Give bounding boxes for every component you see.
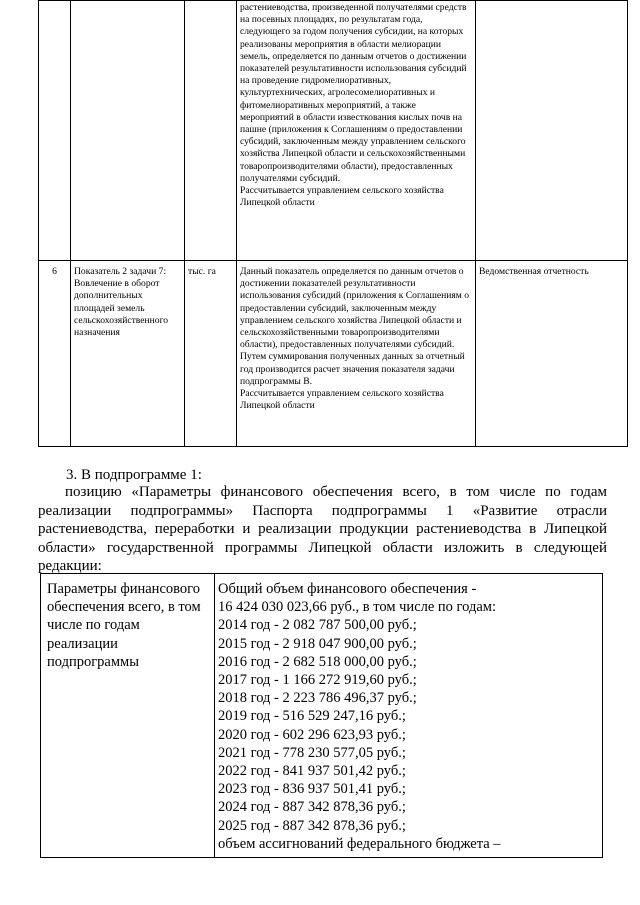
financing-line: объем ассигнований федерального бюджета –	[218, 835, 501, 852]
financing-line: 2017 год - 1 166 272 919,60 руб.;	[218, 672, 417, 689]
financing-line: 2021 год - 778 230 577,05 руб.;	[218, 744, 406, 761]
cell-number	[39, 1, 71, 261]
financing-label: Параметры финансового обеспечения всего, в том числе по годам реализации подпрограммы	[41, 574, 215, 858]
financing-values	[215, 574, 603, 858]
financing-line: 2020 год - 602 296 623,93 руб.;	[218, 726, 406, 743]
cell-indicator-name: Показатель 2 задачи 7: Вовлечение в оборот дополнительных площадей земель сельскохозяйственного назначения	[71, 261, 185, 447]
cell-source	[476, 1, 628, 261]
table-row	[39, 261, 628, 447]
cell-source: Ведомственная отчетность	[476, 261, 628, 447]
financing-line: 2022 год - 841 937 501,42 руб.;	[218, 763, 406, 780]
cell-unit	[185, 1, 237, 261]
financing-line: Общий объем финансового обеспечения -	[218, 581, 477, 597]
indicators-table	[38, 0, 628, 447]
section-heading: 3. В подпрограмме 1:	[66, 467, 202, 483]
financing-line: 2019 год - 516 529 247,16 руб.;	[218, 708, 406, 725]
cell-number: 6	[39, 261, 71, 447]
financing-line: 2024 год - 887 342 878,36 руб.;	[218, 799, 406, 816]
financing-line: 2014 год - 2 082 787 500,00 руб.;	[218, 617, 417, 634]
table-row	[39, 1, 628, 261]
financing-line: 2016 год - 2 682 518 000,00 руб.;	[218, 653, 417, 670]
financing-line: 2018 год - 2 223 786 496,37 руб.;	[218, 690, 417, 707]
cell-method: Данный показатель определяется по данным отчетов о достижении показателей результативности использования субсидий (приложения к Соглашениям о предоставлении субсидий, заключенным между управлением сельского хозяйства Липецкой области и сельскохозяйственными товаропроизводителями области), предоставленных получателями субсидий. Путем суммирования полученных данных за отчетный год производится расчет значения показателя задачи подпрограммы В. Рассчитывается управлением сельского хозяйства Липецкой области	[237, 261, 476, 447]
body-paragraph: позицию «Параметры финансового обеспечения всего, в том числе по годам реализации подпрограммы» Паспорта подпрограммы 1 «Развитие отрасли растениеводства, переработки и реализации продукции растениеводства в Липецкой области» государственной программы Липецкой области изложить в следующей редакции:	[38, 484, 607, 575]
table-row	[41, 574, 603, 858]
cell-indicator-name	[71, 1, 185, 261]
cell-method: растениеводства, произведенной получателями средств на посевных площадях, по результатам года, следующего за годом получения субсидии, на которых реализованы мероприятия в области мелиорации земель, определяется по данным отчетов о достижении показателей результативности использования субсидий на проведение гидромелиоративных, культуртехнических, агролесомелиоративных и фитомелиоративных мероприятий, а также мероприятий в области известкования кислых почв на пашне (приложения к Соглашениям о предоставлении субсидий, заключенным между управлением сельского хозяйства Липецкой области и сельскохозяйственными товаропроизводителями области), предоставленных получателями субсидий. Рассчитывается управлением сельского хозяйства Липецкой области	[237, 1, 476, 261]
financing-line: 2015 год - 2 918 047 900,00 руб.;	[218, 635, 417, 652]
cell-unit: тыс. га	[185, 261, 237, 447]
financing-line: 2025 год - 887 342 878,36 руб.;	[218, 817, 406, 834]
financing-table	[40, 573, 603, 858]
financing-line: 2023 год - 836 937 501,41 руб.;	[218, 781, 406, 798]
financing-line: 16 424 030 023,66 руб., в том числе по годам:	[218, 599, 496, 616]
